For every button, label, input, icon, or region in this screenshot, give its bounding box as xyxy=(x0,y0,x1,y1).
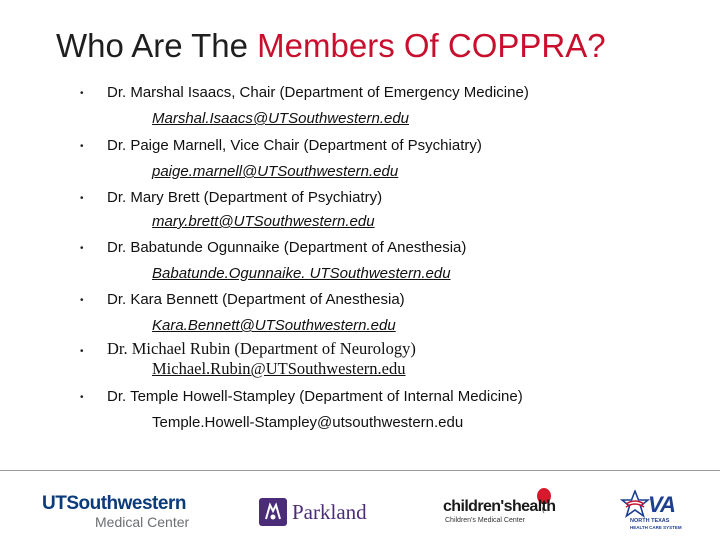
member-name: Dr. Marshal Isaacs, Chair (Department of Emergency Medicine) xyxy=(107,84,529,101)
member-name: Dr. Babatunde Ogunnaike (Department of Anesthesia) xyxy=(107,239,467,256)
childrens-health-subtitle: Children's Medical Center xyxy=(445,517,525,524)
bullet: • xyxy=(80,346,84,357)
bullet: • xyxy=(80,243,84,254)
utsw-logo-line1: UTSouthwestern xyxy=(42,493,186,514)
member-name: Dr. Paige Marnell, Vice Chair (Department of Psychiatry) xyxy=(107,137,482,154)
member-email-link[interactable]: mary.brett@UTSouthwestern.edu xyxy=(152,213,375,230)
childrens-health-logo xyxy=(443,492,563,532)
member-email-link[interactable]: Babatunde.Ogunnaike. UTSouthwestern.edu xyxy=(152,265,451,282)
slide-title-accent: Members Of COPPRA? xyxy=(257,27,606,64)
member-name: Dr. Michael Rubin (Department of Neurology) xyxy=(107,339,416,358)
utsw-logo-line2: Medical Center xyxy=(95,514,190,530)
bullet: • xyxy=(80,88,84,99)
va-wordmark: VA xyxy=(648,492,675,517)
member-email-link[interactable]: Michael.Rubin@UTSouthwestern.edu xyxy=(152,359,406,378)
parkland-emblem-icon xyxy=(258,497,288,532)
slide-title-part1: Who Are The xyxy=(56,27,258,64)
parkland-wordmark: Parkland xyxy=(292,500,367,524)
member-email-link[interactable]: Marshal.Isaacs@UTSouthwestern.edu xyxy=(152,110,410,127)
utsw-logo xyxy=(42,494,202,530)
member-name: Dr. Mary Brett (Department of Psychiatry) xyxy=(107,189,383,206)
member-name: Dr. Temple Howell-Stampley (Department of Internal Medicine) xyxy=(107,388,523,405)
member-email: Temple.Howell-Stampley@utsouthwestern.edu xyxy=(152,414,464,431)
bullet: • xyxy=(80,392,84,403)
va-subtitle: NORTH TEXAS xyxy=(630,518,670,524)
slide-title xyxy=(56,24,606,68)
va-logo xyxy=(620,490,690,536)
parkland-logo xyxy=(258,497,388,527)
bullet: • xyxy=(80,141,84,152)
bullet: • xyxy=(80,295,84,306)
bullet: • xyxy=(80,193,84,204)
childrens-health-wordmark: children'shealth xyxy=(443,498,556,515)
member-email-link[interactable]: Kara.Bennett@UTSouthwestern.edu xyxy=(152,317,396,334)
member-name: Dr. Kara Bennett (Department of Anesthesia) xyxy=(107,291,405,308)
member-email-link[interactable]: paige.marnell@UTSouthwestern.edu xyxy=(152,163,399,180)
footer-divider xyxy=(0,470,720,471)
va-subtitle-line2: HEALTH CARE SYSTEM xyxy=(630,525,682,530)
